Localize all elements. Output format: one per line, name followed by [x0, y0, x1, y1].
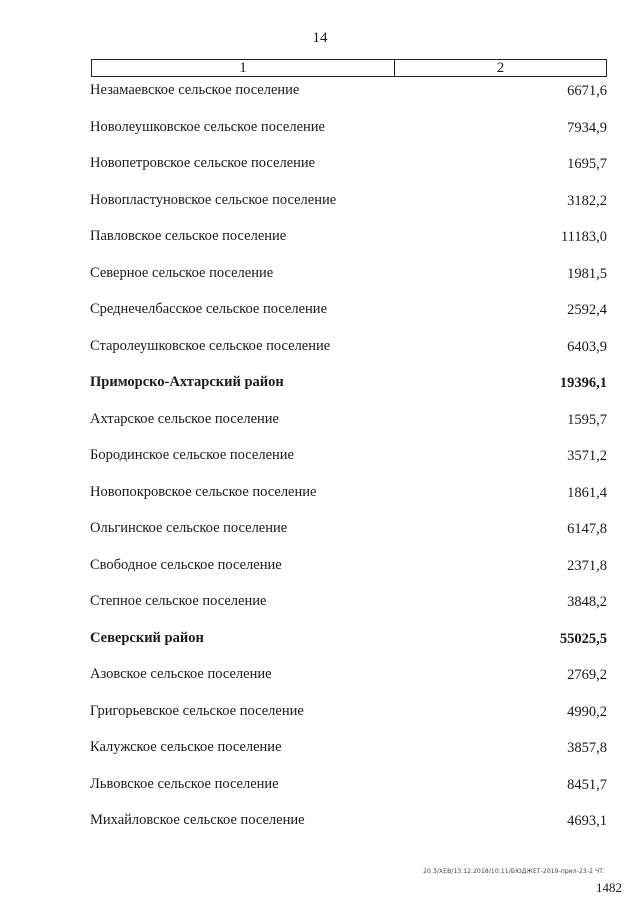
district-row — [0, 369, 640, 406]
table-row — [0, 807, 640, 844]
row-name: Свободное сельское поселение — [90, 556, 282, 573]
row-value: 6403,9 — [567, 338, 607, 355]
row-name: Бородинское сельское поселение — [90, 447, 294, 463]
table-row — [0, 223, 640, 260]
table-row — [0, 150, 640, 187]
table-row — [0, 515, 640, 552]
row-name: Северное сельское поселение — [90, 264, 274, 281]
row-value: 1861,4 — [567, 484, 607, 501]
row-name: Новопетровское сельское поселение — [90, 155, 316, 171]
row-value: 3571,2 — [567, 448, 607, 464]
row-value: 3848,2 — [567, 594, 607, 610]
row-value: 1695,7 — [567, 156, 607, 172]
table-row — [0, 333, 640, 370]
page-number: 14 — [312, 30, 328, 46]
table-row — [0, 479, 640, 516]
row-name: Львовское сельское поселение — [90, 775, 279, 792]
row-value: 1595,7 — [567, 411, 607, 428]
table-row — [0, 406, 640, 443]
row-value: 8451,7 — [567, 776, 607, 793]
row-name: Северский район — [90, 629, 204, 646]
row-value: 11183,0 — [560, 229, 607, 245]
row-value: 1981,5 — [567, 265, 607, 282]
header-column-1: 1 — [92, 60, 395, 76]
row-value: 2769,2 — [567, 667, 607, 683]
table-row — [0, 588, 640, 625]
table-row — [0, 698, 640, 735]
row-name: Павловское сельское поселение — [90, 228, 287, 244]
table-row — [0, 187, 640, 224]
footer-stamp: 20.3/XEB/13.12.2018/10:11/БЮДЖЕТ-2019-прил-23-2 ЧТ. — [423, 868, 605, 875]
row-value: 2592,4 — [567, 302, 607, 318]
row-name: Ольгинское сельское поселение — [90, 520, 288, 536]
row-value: 3182,2 — [567, 192, 607, 209]
table-row — [0, 661, 640, 698]
row-value: 19396,1 — [559, 375, 607, 391]
header-column-2: 2 — [496, 60, 505, 76]
district-row — [0, 625, 640, 662]
row-name: Новопокровское сельское поселение — [90, 483, 317, 500]
table-row — [0, 296, 640, 333]
document-number: 1482 — [596, 880, 622, 895]
row-name: Незамаевское сельское поселение — [90, 82, 300, 98]
table-header — [91, 59, 607, 77]
row-name: Ахтарское сельское поселение — [90, 410, 279, 427]
row-name: Михайловское сельское поселение — [90, 812, 305, 828]
table-row — [0, 114, 640, 151]
row-value: 55025,5 — [559, 630, 607, 647]
row-name: Старолеушковское сельское поселение — [90, 337, 331, 354]
row-name: Среднечелбасское сельское поселение — [90, 301, 327, 317]
row-value: 6147,8 — [567, 521, 607, 537]
table-row — [0, 77, 640, 114]
table-row — [0, 552, 640, 589]
row-name: Новопластуновское сельское поселение — [90, 191, 337, 208]
row-value: 2371,8 — [567, 557, 607, 574]
row-value: 3857,8 — [567, 740, 607, 756]
row-value: 6671,6 — [567, 83, 607, 99]
row-name: Григорьевское сельское поселение — [90, 702, 304, 719]
table-row — [0, 734, 640, 771]
row-name: Степное сельское поселение — [90, 593, 267, 609]
row-name: Приморско-Ахтарский район — [90, 374, 284, 390]
table-row — [0, 260, 640, 297]
row-value: 4693,1 — [567, 813, 607, 829]
row-name: Новолеушковское сельское поселение — [90, 118, 325, 135]
row-name: Калужское сельское поселение — [90, 739, 282, 755]
table-body — [0, 77, 640, 844]
table-row — [0, 442, 640, 479]
row-name: Азовское сельское поселение — [90, 666, 272, 682]
row-value: 4990,2 — [567, 703, 607, 720]
row-value: 7934,9 — [567, 119, 607, 136]
table-row — [0, 771, 640, 808]
